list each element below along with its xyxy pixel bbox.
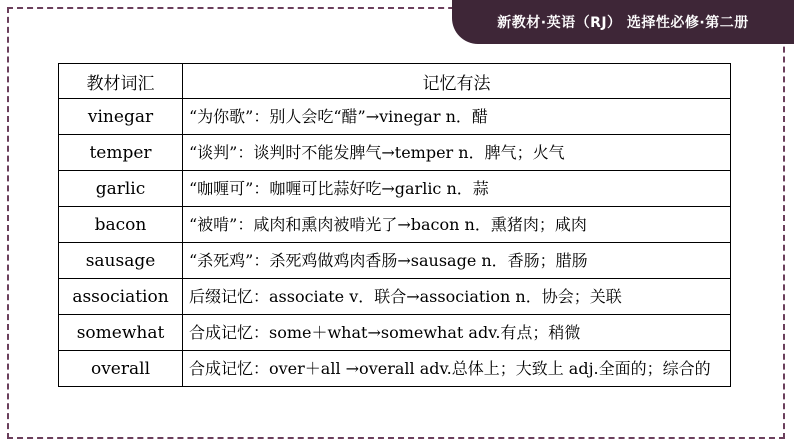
table-header-row xyxy=(59,64,731,99)
word-cell: garlic xyxy=(59,171,183,207)
word-cell: sausage xyxy=(59,243,183,279)
method-cell: “被啃”：咸肉和熏肉被啃光了→bacon n．熏猪肉；咸肉 xyxy=(183,207,731,243)
table-row xyxy=(59,351,731,387)
word-cell: vinegar xyxy=(59,99,183,135)
method-cell: 合成记忆：over＋all →overall adv.总体上；大致上 adj.全面的；综合的 xyxy=(183,351,731,387)
word-cell: temper xyxy=(59,135,183,171)
word-cell: bacon xyxy=(59,207,183,243)
method-cell: “为你歌”：别人会吃“醋”→vinegar n．醋 xyxy=(183,99,731,135)
table-row xyxy=(59,243,731,279)
column-header-word: 教材词汇 xyxy=(59,64,183,99)
method-cell: “咖喱可”：咖喱可比蒜好吃→garlic n．蒜 xyxy=(183,171,731,207)
banner-title: 新教材·英语（RJ） 选择性必修·第二册 xyxy=(497,15,749,31)
word-cell: association xyxy=(59,279,183,315)
method-cell: 后缀记忆：associate v．联合→association n．协会；关联 xyxy=(183,279,731,315)
method-cell: 合成记忆：some＋what→somewhat adv.有点；稍微 xyxy=(183,315,731,351)
table-row xyxy=(59,279,731,315)
header-banner xyxy=(452,0,794,44)
column-header-method: 记忆有法 xyxy=(183,64,731,99)
table-row xyxy=(59,99,731,135)
table-row xyxy=(59,171,731,207)
method-cell: “杀死鸡”：杀死鸡做鸡肉香肠→sausage n．香肠；腊肠 xyxy=(183,243,731,279)
vocabulary-table xyxy=(58,63,731,387)
table-row xyxy=(59,315,731,351)
table-row xyxy=(59,135,731,171)
table-row xyxy=(59,207,731,243)
method-cell: “谈判”：谈判时不能发脾气→temper n．脾气；火气 xyxy=(183,135,731,171)
word-cell: somewhat xyxy=(59,315,183,351)
word-cell: overall xyxy=(59,351,183,387)
